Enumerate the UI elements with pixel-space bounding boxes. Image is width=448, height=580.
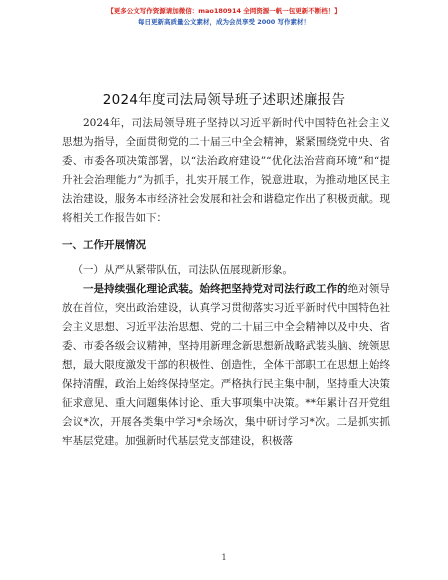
point-lead: 一是持续强化理论武装。 <box>83 283 200 295</box>
intro-paragraph: 2024年，司法局领导班子坚持以习近平新时代中国特色社会主义思想为指导，全面贯彻党的二十届三中全会精神，紧紧围绕党中央、省委、市委各项决策部署，以“法治政府建设”“优化法治营商环境”和“提升社会治理能力”为抓手，扎实开展工作，锐意进取，为推动地区民主法治建设，服务本市经济社会发展和社会和谐稳定作出了积极贡献。现将相关工作报告如下： <box>62 117 390 224</box>
page-number: 1 <box>221 553 227 562</box>
promo-banner-line-1: 【更多公文写作资源请加微信：mao180914 全网资源一帆一包更新不断档！】 <box>107 7 341 15</box>
document-body <box>62 114 390 451</box>
section-heading: 一、工作开展情况 <box>62 239 146 251</box>
body-paragraph <box>62 280 390 451</box>
point-body: 绝对领导放在首位，突出政治建设，认真学习贯彻落实习近平新时代中国特色社会主义思想、习近平法治思想、党的二十届三中全会精神以及中央、省委、市委各级会议精神，坚持用新理念新思想新战略武装头脑、统领思想，最大限度激发干部的积极性、创造性，全体干部职工在思想上始终保持清醒，政治上始终保持坚定。严格执行民主集中制，坚持重大决策征求意见、重大问题集体讨论、重大事项集中决策。**年累计召开党组会议*次，开展各类集中学习*余场次，集中研讨学习*次。二是抓实抓牢基层党建。加强新时代基层党支部建设，积极落 <box>62 283 391 447</box>
promo-banner <box>0 6 448 28</box>
point-lead-continued: 始终把坚持党对司法行政工作的 <box>199 283 348 295</box>
promo-banner-line-2: 每日更新高质量公文素材，成为会员享受 2000 写作素材！ <box>137 18 311 26</box>
subsection-heading: （一）从严从紧带队伍，司法队伍展现新形象。 <box>72 264 293 276</box>
document-title: 2024年度司法局领导班子述职述廉报告 <box>102 92 346 108</box>
